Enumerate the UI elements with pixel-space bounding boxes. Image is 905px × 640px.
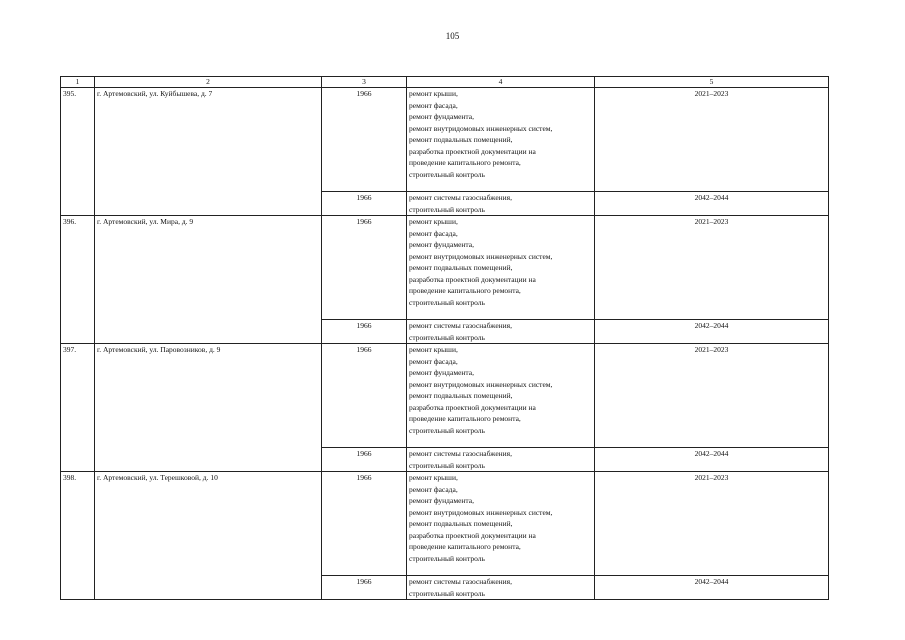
work-item: строительный контроль: [409, 169, 485, 179]
build-year: 1966: [322, 216, 407, 320]
work-item: проведение капитального ремонта,: [409, 414, 521, 423]
works-list: [407, 344, 595, 448]
works-list: [407, 192, 595, 216]
work-item: проведение капитального ремонта,: [409, 158, 521, 167]
repair-schedule-table: [60, 76, 829, 600]
build-year: 1966: [322, 192, 407, 216]
build-year: 1966: [322, 448, 407, 472]
works-list: [407, 320, 595, 344]
work-item: ремонт фасада,: [409, 356, 458, 366]
repair-period: 2042–2044: [595, 320, 829, 344]
work-item: разработка проектной документации на: [409, 530, 536, 540]
work-item: строительный контроль: [409, 297, 485, 307]
record-address: г. Артемовский, ул. Паровозников, д. 9: [95, 344, 322, 472]
works-list: [407, 448, 595, 472]
repair-period: 2021–2023: [595, 88, 829, 192]
header-row: [61, 77, 829, 88]
work-item: ремонт фундамента,: [409, 368, 474, 377]
work-item: строительный контроль: [409, 588, 485, 598]
record-number: 395.: [61, 88, 95, 216]
work-item: строительный контроль: [409, 553, 485, 563]
work-item: ремонт фасада,: [409, 484, 458, 494]
work-item: ремонт системы газоснабжения,: [409, 193, 513, 202]
repair-period: 2042–2044: [595, 192, 829, 216]
repair-period: 2042–2044: [595, 448, 829, 472]
record-address: г. Артемовский, ул. Куйбышева, д. 7: [95, 88, 322, 216]
work-item: ремонт подвальных помещений,: [409, 519, 513, 528]
work-item: ремонт системы газоснабжения,: [409, 577, 513, 586]
repair-period: 2021–2023: [595, 472, 829, 576]
repair-period: 2042–2044: [595, 576, 829, 600]
work-item: ремонт фундамента,: [409, 240, 474, 249]
work-item: ремонт фундамента,: [409, 112, 474, 121]
work-item: ремонт фундамента,: [409, 496, 474, 505]
work-item: ремонт крыши,: [409, 345, 458, 354]
build-year: 1966: [322, 344, 407, 448]
work-item: ремонт внутридомовых инженерных систем,: [409, 379, 553, 389]
work-item: ремонт крыши,: [409, 217, 458, 226]
repair-period: 2021–2023: [595, 344, 829, 448]
build-year: 1966: [322, 472, 407, 576]
work-item: проведение капитального ремонта,: [409, 286, 521, 295]
header-col-4: 4: [407, 77, 595, 88]
header-col-2: 2: [95, 77, 322, 88]
work-item: строительный контроль: [409, 425, 485, 435]
work-item: разработка проектной документации на: [409, 146, 536, 156]
work-item: ремонт системы газоснабжения,: [409, 449, 513, 458]
works-list: [407, 472, 595, 576]
build-year: 1966: [322, 88, 407, 192]
table-row: [61, 472, 829, 576]
work-item: проведение капитального ремонта,: [409, 542, 521, 551]
header-col-5: 5: [595, 77, 829, 88]
works-list: [407, 88, 595, 192]
works-list: [407, 216, 595, 320]
build-year: 1966: [322, 576, 407, 600]
work-item: ремонт подвальных помещений,: [409, 391, 513, 400]
record-address: г. Артемовский, ул. Терешковой, д. 10: [95, 472, 322, 600]
page-number: 105: [445, 31, 460, 41]
work-item: разработка проектной документации на: [409, 402, 536, 412]
work-item: ремонт подвальных помещений,: [409, 263, 513, 272]
work-item: разработка проектной документации на: [409, 274, 536, 284]
work-item: ремонт фасада,: [409, 100, 458, 110]
record-number: 396.: [61, 216, 95, 344]
work-item: строительный контроль: [409, 204, 485, 214]
table-body: [61, 88, 829, 600]
table-row: [61, 88, 829, 192]
record-address: г. Артемовский, ул. Мира, д. 9: [95, 216, 322, 344]
table-row: [61, 344, 829, 448]
work-item: строительный контроль: [409, 332, 485, 342]
work-item: строительный контроль: [409, 460, 485, 470]
work-item: ремонт системы газоснабжения,: [409, 321, 513, 330]
repair-period: 2021–2023: [595, 216, 829, 320]
work-item: ремонт внутридомовых инженерных систем,: [409, 251, 553, 261]
work-item: ремонт крыши,: [409, 473, 458, 482]
work-item: ремонт внутридомовых инженерных систем,: [409, 507, 553, 517]
record-number: 397.: [61, 344, 95, 472]
works-list: [407, 576, 595, 600]
work-item: ремонт внутридомовых инженерных систем,: [409, 123, 553, 133]
table-row: [61, 216, 829, 320]
record-number: 398.: [61, 472, 95, 600]
work-item: ремонт крыши,: [409, 89, 458, 98]
build-year: 1966: [322, 320, 407, 344]
work-item: ремонт подвальных помещений,: [409, 135, 513, 144]
header-col-1: 1: [61, 77, 95, 88]
header-col-3: 3: [322, 77, 407, 88]
work-item: ремонт фасада,: [409, 228, 458, 238]
